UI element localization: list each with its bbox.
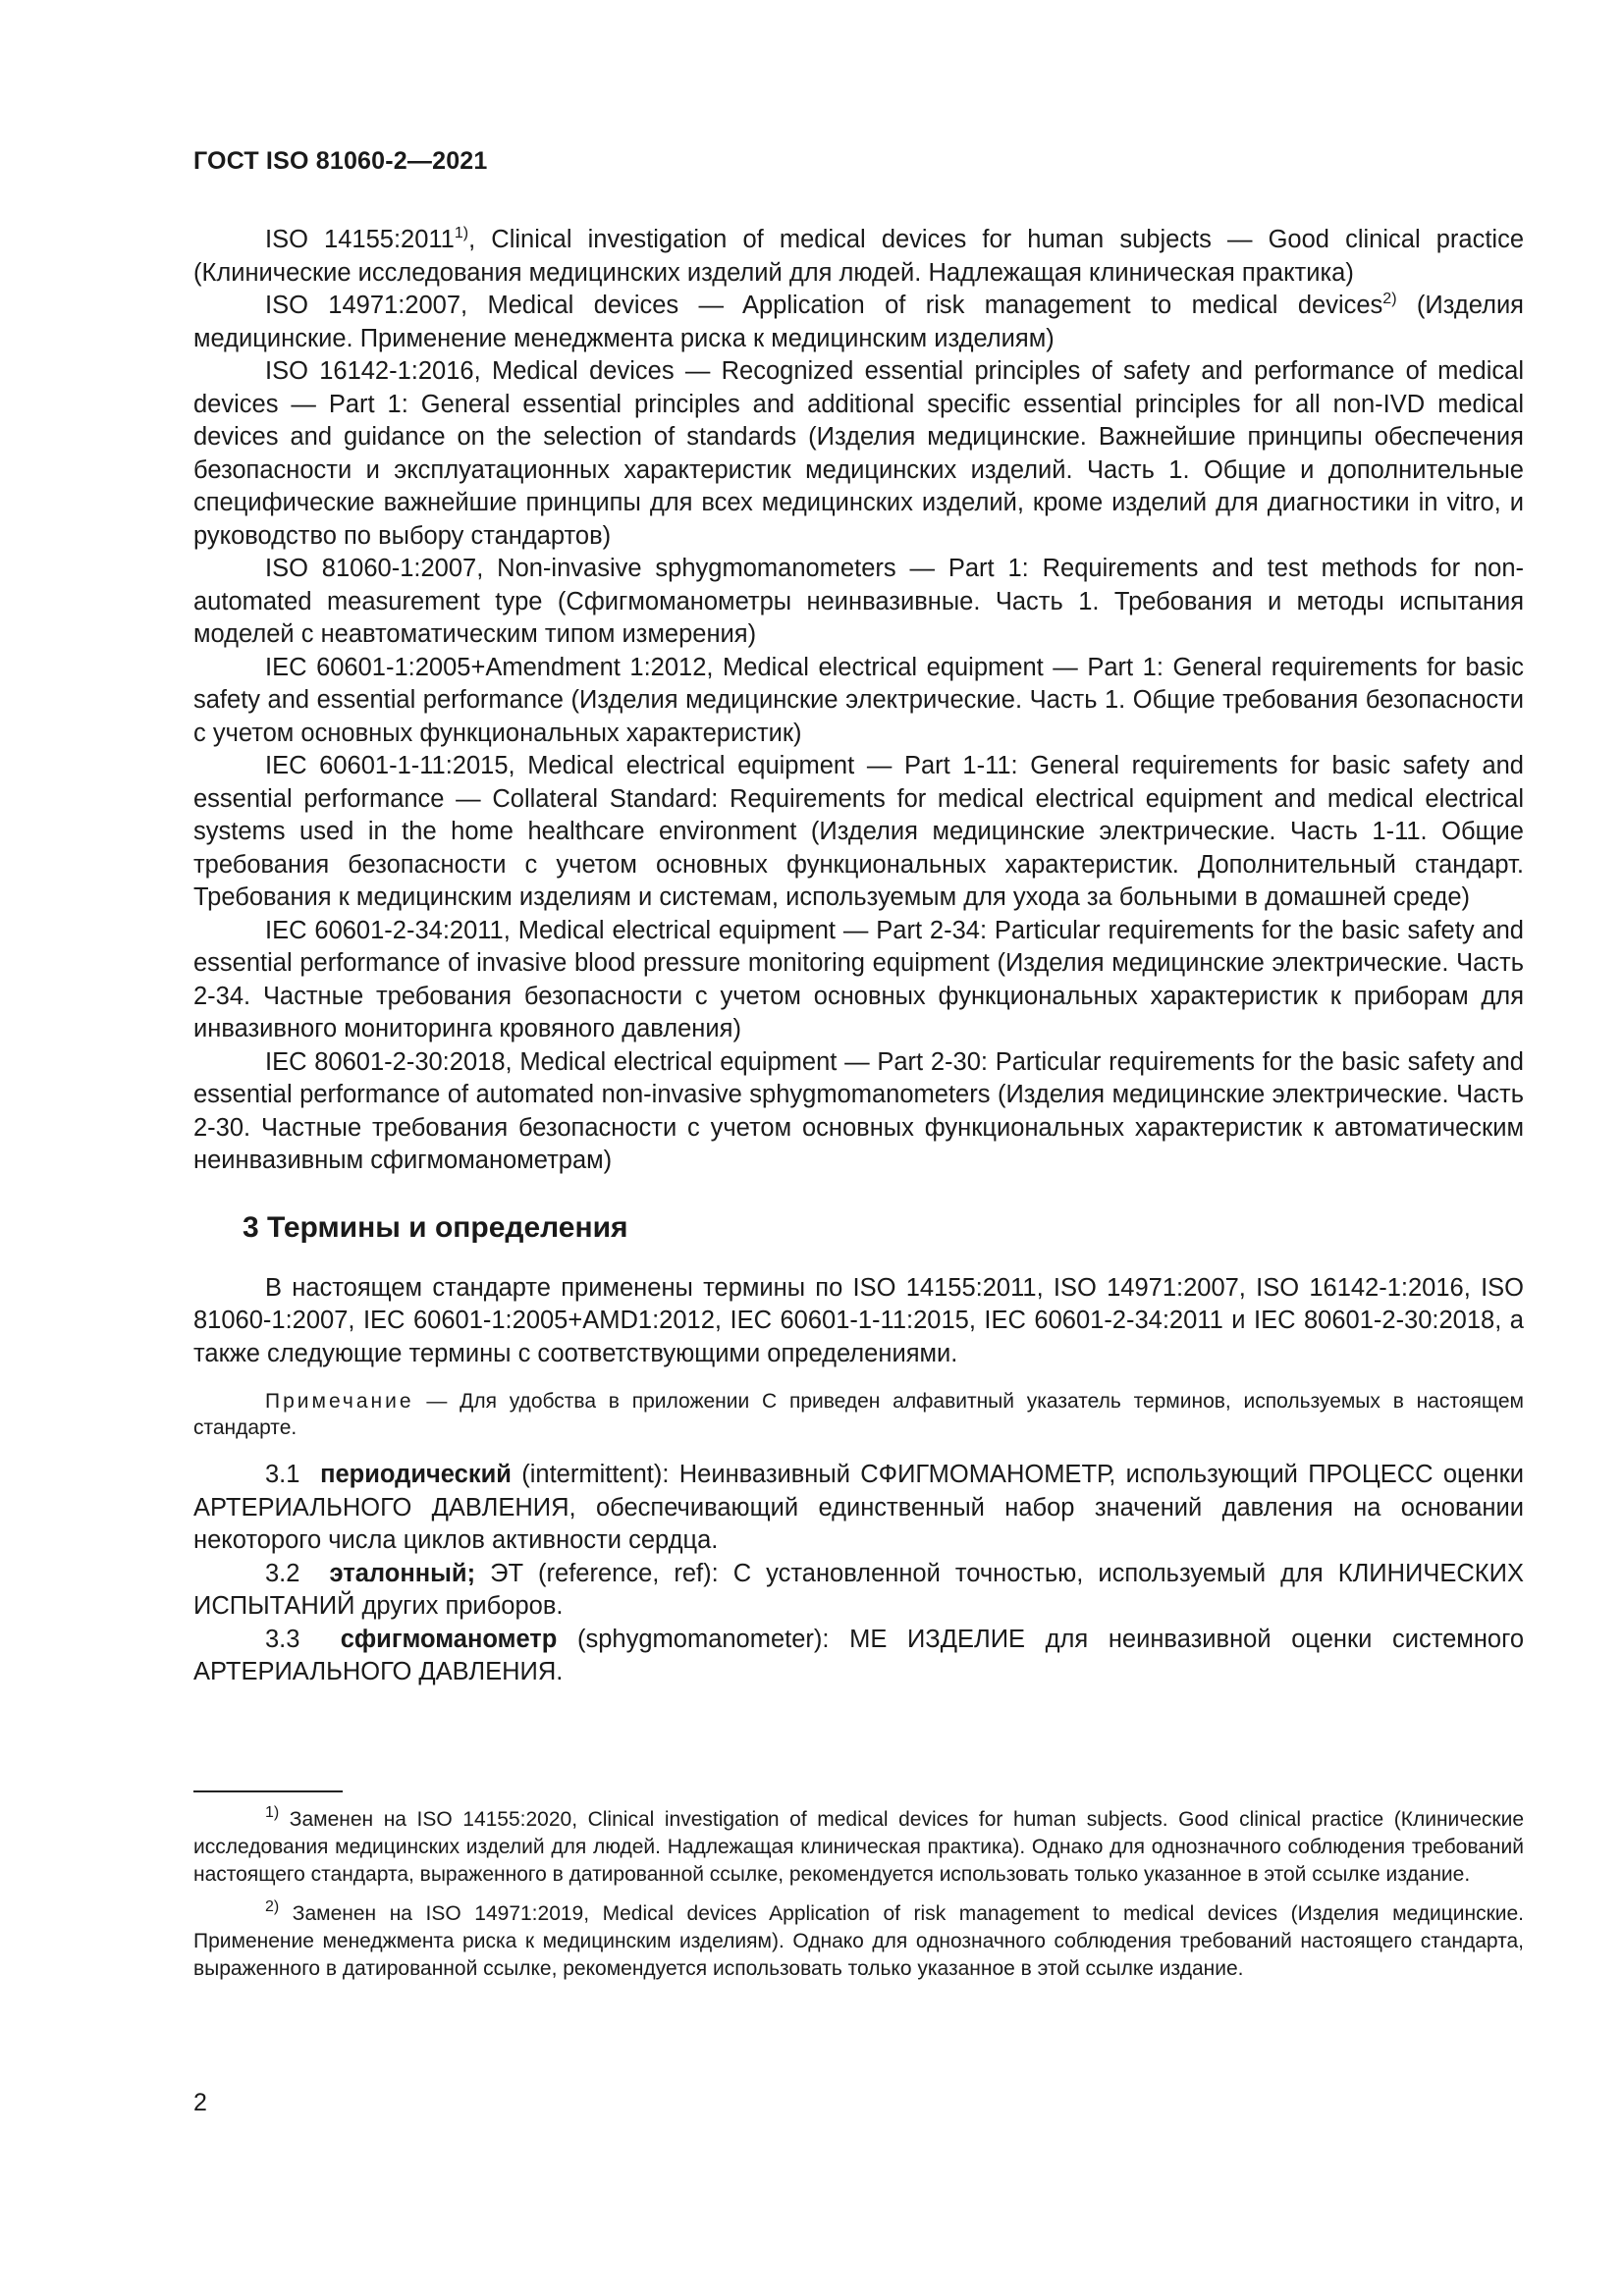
terms-list — [193, 1459, 1524, 1689]
term-definition: (intermittent): Неинвазивный СФИГМОМАНОМЕТР, использующий ПРОЦЕСС оценки АРТЕРИАЛЬНОГО ДАВЛЕНИЯ, обеспечивающий единственный набор значений давления на основании некоторого числа циклов активности сердца. — [193, 1461, 1525, 1554]
document-body — [193, 224, 1524, 1689]
footnote-marker[interactable]: 2) — [1382, 290, 1397, 307]
term-definition: ЭТ (reference, ref): С установленной точностью, используемый для КЛИНИЧЕСКИХ ИСПЫТАНИЙ других приборов. — [193, 1559, 1524, 1620]
footnote-mark: 1) — [265, 1804, 280, 1821]
note — [193, 1388, 1524, 1441]
term-definition: (sphygmomanometer): МЕ ИЗДЕЛИЕ для неинвазивной оценки системного АРТЕРИАЛЬНОГО ДАВЛЕНИЯ. — [193, 1625, 1525, 1685]
footnote — [193, 1806, 1524, 1889]
reference-item: IEC 60601-2-34:2011, Medical electrical equipment — Part 2-34: Particular requirements for the basic safety and essential performance of invasive blood pressure monitoring equipment (Изделия медицинские электрические. Часть 2-34. Частные требования безопасности с учетом основных функциональных характеристик к приборам для инвазивного мониторинга кровяного давления) — [193, 916, 1524, 1042]
section-heading: 3 Термины и определения — [243, 1210, 628, 1244]
standard-header: ГОСТ ISO 81060-2—2021 — [193, 147, 488, 175]
term-number: 3.1 — [265, 1461, 300, 1488]
term-name: эталонный; — [329, 1559, 476, 1587]
page-number: 2 — [193, 2089, 207, 2116]
term-name: сфигмоманометр — [340, 1625, 558, 1653]
reference-item: IEC 60601-1-11:2015, Medical electrical equipment — Part 1-11: General requirements for basic safety and essential performance — Collateral Standard: Requirements for medical electrical equipment and medical electrical systems used in the home healthcare environment (Изделия медицинские электрические. Часть 1-11. Общие требования безопасности с учетом основных функциональных характеристик. Дополнительный стандарт. Требования к медицинским изделиям и системам, используемым для ухода за больными в домашней среде) — [193, 752, 1524, 911]
footnote-divider — [193, 1790, 343, 1792]
footnote-marker[interactable]: 1) — [454, 224, 469, 241]
term-number: 3.3 — [265, 1625, 300, 1653]
reference-item: IEC 80601-2-30:2018, Medical electrical equipment — Part 2-30: Particular requirements for the basic safety and essential performance of automated non-invasive sphygmomanometers (Изделия медицинские электрические. Часть 2-30. Частные требования безопасности с учетом основных функциональных характеристик к автоматическим неинвазивным сфигмоманометрам) — [193, 1047, 1524, 1174]
note-label: Примечание — [265, 1390, 414, 1413]
normative-references-list — [193, 224, 1524, 1178]
term-name: периодический — [320, 1461, 512, 1488]
reference-item: ISO 81060-1:2007, Non-invasive sphygmomanometers — Part 1: Requirements and test methods for non-automated measurement type (Сфигмоманометры неинвазивные. Часть 1. Требования и методы испытания моделей с неавтоматическим типом измерения) — [193, 555, 1524, 648]
footnotes — [193, 1790, 1524, 1995]
footnote-text: Заменен на ISO 14155:2020, Clinical investigation of medical devices for human subjects. Good clinical practice (Клинические исследования медицинских изделий для людей. Надлежащая клиническая практика). Однако для однозначного соблюдения требований настоящего стандарта, выраженного в датированной ссылке, рекомендуется использовать только указанное в этой ссылке издание. — [193, 1808, 1524, 1886]
footnote-mark: 2) — [265, 1898, 280, 1915]
term-entry — [193, 1558, 1524, 1624]
term-number: 3.2 — [265, 1559, 300, 1587]
term-entry — [193, 1624, 1524, 1689]
reference-item: ISO 16142-1:2016, Medical devices — Recognized essential principles of safety and performance of medical devices — Part 1: General essential principles and additional specific essential principles for all non-IVD medical devices and guidance on the selection of standards (Изделия медицинские. Важнейшие принципы обеспечения безопасности и эксплуатационных характеристик медицинских изделий. Часть 1. Общие и дополнительные специфические важнейшие принципы для всех медицинских изделий, кроме изделий для диагностики in vitro, и руководство по выбору стандартов) — [193, 357, 1524, 550]
reference-item: ISO 14971:2007, Medical devices — Application of risk management to medical devices$^{2)}$ (Изделия медицинские. Применение менеджмента риска к медицинским изделиям) — [193, 290, 1524, 352]
footnote-text: Заменен на ISO 14971:2019, Medical devices Application of risk management to medical devices (Изделия медицинские. Применение менеджмента риска к медицинским изделиям). Однако для однозначного соблюдения требований настоящего стандарта, выраженного в датированной ссылке, рекомендуется использовать только указанное в этой ссылке издание. — [193, 1902, 1524, 1980]
reference-item: ISO 14155:2011$^{1)}$, Clinical investigation of medical devices for human subjects — Good clinical practice (Клинические исследования медицинских изделий для людей. Надлежащая клиническая практика) — [193, 224, 1525, 287]
footnote — [193, 1900, 1524, 1983]
reference-item: IEC 60601-1:2005+Amendment 1:2012, Medical electrical equipment — Part 1: General requirements for basic safety and essential performance (Изделия медицинские электрические. Часть 1. Общие требования безопасности с учетом основных функциональных характеристик) — [193, 653, 1524, 747]
note-text: — Для удобства в приложении С приведен алфавитный указатель терминов, используемых в настоящем стандарте. — [193, 1390, 1524, 1439]
term-entry — [193, 1459, 1524, 1558]
section-intro: В настоящем стандарте применены термины по ISO 14155:2011, ISO 14971:2007, ISO 16142-1:2016, ISO 81060-1:2007, IEC 60601-1:2005+AMD1:2012, IEC 60601-1-11:2015, IEC 60601-2-34:2011 и IEC 80601-2-30:2018, а также следующие термины с соответствующими определениями. — [193, 1273, 1524, 1367]
